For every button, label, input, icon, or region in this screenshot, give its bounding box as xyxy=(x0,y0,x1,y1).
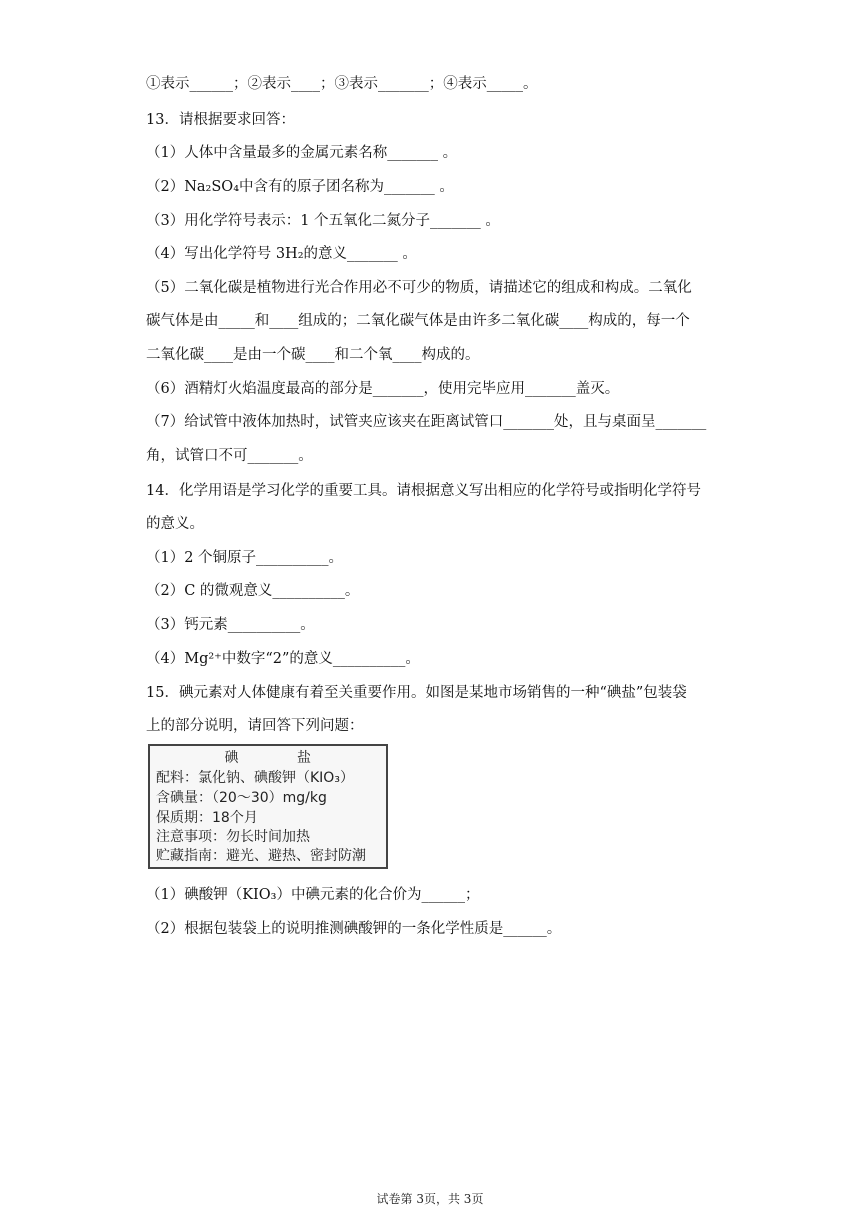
q13-part-5-line2: 碳气体是由_____和____组成的；二氧化碳气体是由许多二氧化碳____构成的，每一个 xyxy=(146,313,690,329)
q14-part-4: （4）Mg²⁺中数字“2”的意义__________。 xyxy=(146,651,420,667)
q13-part-1: （1）人体中含量最多的金属元素名称_______ 。 xyxy=(146,145,458,161)
q13-part-5-line3: 二氧化碳____是由一个碳____和二个氧____构成的。 xyxy=(146,347,480,363)
salt-label-row: 保质期：18个月 xyxy=(156,810,258,826)
q13-part-7-line1: （7）给试管中液体加热时，试管夹应该夹在距离试管口_______处，且与桌面呈_______ xyxy=(146,414,707,430)
q13-part-2: （2）Na₂SO₄中含有的原子团名称为_______ 。 xyxy=(146,179,454,195)
q14-part-2: （2）C 的微观意义__________。 xyxy=(146,583,360,599)
q13-heading: 13．请根据要求回答： xyxy=(146,112,295,128)
q12-answer-line: ①表示______；②表示____；③表示_______；④表示_____。 xyxy=(146,76,538,92)
salt-label-row: 配料：氯化钠、碘酸钾（KIO₃） xyxy=(156,770,354,786)
iodized-salt-label-image xyxy=(148,744,388,869)
q15-heading-line1: 15．碘元素对人体健康有着至关重要作用。如图是某地市场销售的一种“碘盐”包装袋 xyxy=(146,685,687,701)
q13-part-5-line1: （5）二氧化碳是植物进行光合作用必不可少的物质，请描述它的组成和构成。二氧化 xyxy=(146,280,692,296)
salt-label-row: 注意事项：勿长时间加热 xyxy=(156,829,310,845)
q13-part-7-line2: 角，试管口不可_______。 xyxy=(146,448,313,464)
page-footer: 试卷第 3页，共 3页 xyxy=(376,1192,484,1206)
q14-part-1: （1）2 个铜原子__________。 xyxy=(146,550,344,566)
salt-label-title: 碘 盐 xyxy=(224,750,312,766)
q15-part-1: （1）碘酸钾（KIO₃）中碘元素的化合价为______； xyxy=(146,887,480,903)
q13-part-3: （3）用化学符号表示：1 个五氧化二氮分子_______ 。 xyxy=(146,213,500,229)
q14-heading-line2: 的意义。 xyxy=(146,516,204,532)
salt-label-row: 含碘量：（20～30）mg/kg xyxy=(156,790,327,806)
salt-label-row: 贮藏指南：避光、避热、密封防潮 xyxy=(156,848,366,864)
q15-part-2: （2）根据包装袋上的说明推测碘酸钾的一条化学性质是______。 xyxy=(146,921,562,937)
q13-part-4: （4）写出化学符号 3H₂的意义_______ 。 xyxy=(146,246,417,262)
q14-heading-line1: 14．化学用语是学习化学的重要工具。请根据意义写出相应的化学符号或指明化学符号 xyxy=(146,483,701,499)
q13-part-6: （6）酒精灯火焰温度最高的部分是_______，使用完毕应用_______盖灭。 xyxy=(146,381,620,397)
q14-part-3: （3）钙元素__________。 xyxy=(146,617,315,633)
q15-heading-line2: 上的部分说明，请回答下列问题： xyxy=(146,718,364,734)
